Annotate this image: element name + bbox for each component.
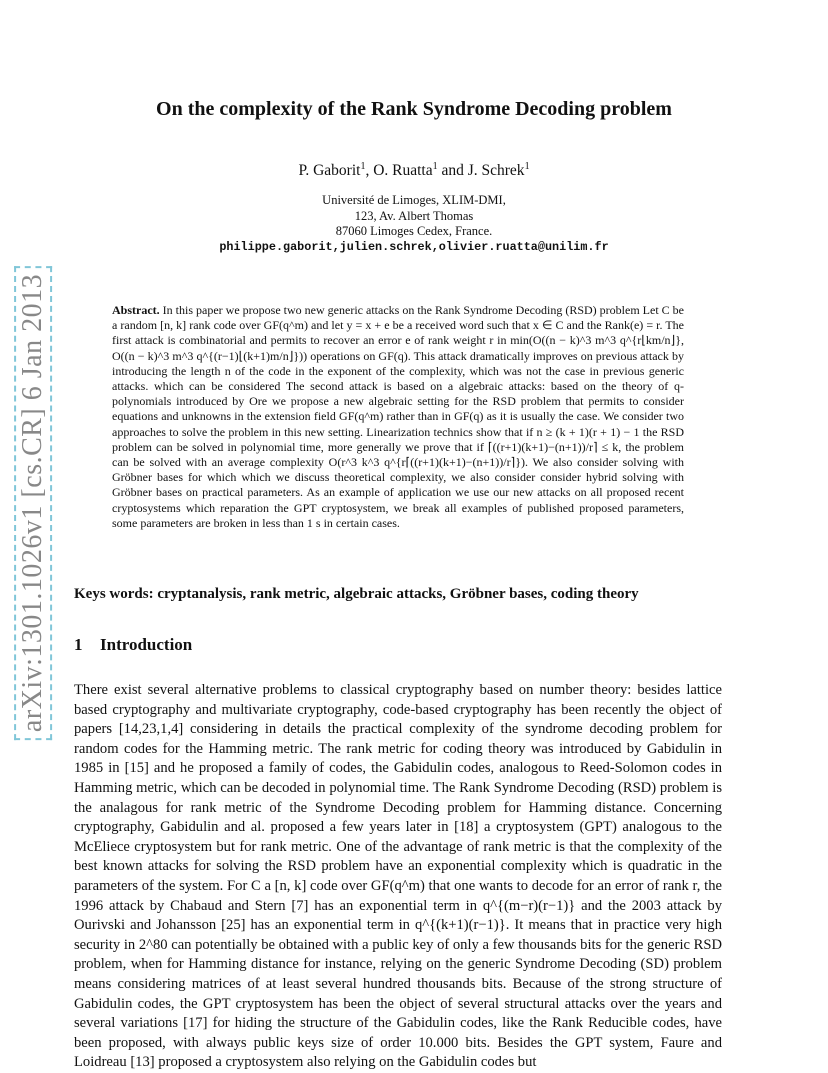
author (373, 162, 468, 179)
author-separator: , (365, 162, 374, 180)
affiliation-line: 123, Av. Albert Thomas (354, 208, 474, 223)
affiliation-mark: 1 (524, 161, 530, 172)
arxiv-stamp (18, 268, 48, 738)
section-title: Introduction (100, 635, 193, 654)
affiliation-line: 87060 Limoges Cedex, France. (335, 224, 493, 239)
author-name: J. Schrek (467, 162, 525, 180)
body-text (74, 681, 722, 1073)
abstract-text: In this paper we propose two new generic attacks on the Rank Syndrome Decoding (RSD) problem Let C be a random [n, k] rank code over GF(q^m) and let y = x + e be a received word such that x ∈ C and the Rank(e) = r. The first attack is combinatorial and permits to recover an error e of rank weight r in min(O((n − k)^3 m^3 q^{r⌊km/n⌋}, O((n − k)^3 m^3 q^{(r−1)⌊(k+1)m/n⌋})) operations on GF(q). This attack dramatically improves on previous attack by introducing the length n of the code in the exponent of the complexity, which was not the case in previous generic attacks. which can be considered The second attack is based on a algebraic attacks: based on the theory of q-polynomials introduced by Ore we propose a new algebraic setting for the RSD problem that permits to consider equations and unknowns in the extension field GF(q^m) rather than in GF(q) as it is usually the case. We consider two approaches to solve the problem in this new setting. Linearization technics show that if n ≥ (k + 1)(r + 1) − 1 the RSD problem can be solved in polynomial time, more generally we prove that if ⌈((r+1)(k+1)−(n+1))/r⌉ ≤ k, the problem can be solved with an average complexity O(r^3 k^3 q^{r⌈((r+1)(k+1)−(n+1))/r⌉}). We also consider solving with Gröbner bases for which which we discuss theoretical complexity, we also consider consider hybrid solving with Gröbner bases on practical parameters. As an example of application we use our new attacks on all proposed recent cryptosystems which reparation the GPT cryptosystem, we break all examples of published proposed parameters, some parameters are broken in less than 1 s in certain cases. (112, 303, 685, 530)
paper-title: On the complexity of the Rank Syndrome Decoding problem (156, 98, 672, 120)
affiliation-mark: 1 (360, 161, 366, 172)
affiliation-mark: 1 (432, 161, 438, 172)
arxiv-id: arXiv:1301.1026v1 [cs.CR] 6 Jan 2013 (14, 266, 52, 740)
abstract-label: Abstract. (112, 303, 160, 317)
body-paragraph: There exist several alternative problems to classical cryptography based on number theory: besides lattice based cryptography and multivariate cryptography, code-based cryptography has been recently the object of papers [14,23,1,4] considering in details the practical complexity of the syndrome decoding problem for random codes for the Hamming metric. The rank metric for coding theory was introduced by Gabidulin in 1985 in [15] and he proposed a family of codes, the Gabidulin codes, analogous to Reed-Solomon codes in Hamming metric, which can be decoded in polynomial time. The Rank Syndrome Decoding (RSD) problem is the analagous for rank metric of the Syndrome Decoding problem for Hamming distance. Concerning cryptography, Gabidulin and al. proposed a few years later in [18] a cryptosystem (GPT) analogous to the McEliece cryptosystem but for rank metric. One of the advantage of rank metric is that the complexity of the best known attacks for solving the RSD problem have an exponential complexity which is quadratic in the parameters of the system. For C a [n, k] code over GF(q^m) that one wants to decode for an error of rank r, the 1996 attack by Chabaud and Stern [7] has an exponential term in q^{(m−r)(r−1)} and the 2003 attack by Ourivski and Johansson [25] has an exponential term in q^{(k+1)(r−1)}. It means that in practice very high security in 2^80 can potentially be obtained with a public key of only a few thousands bits for the generic RSD problem, when for Hamming distance for instance, relying on the generic Syndrome Decoding (SD) problem means considering matrices of at least several hundred thousands bits. Because of the strong structure of Gabidulin codes, the GPT cryptosystem has been the object of several structural attacks over the years and several variations [17] for hiding the structure of the Gabidulin codes, like the Rank Reducible codes, have been proposed, with always public keys size of order 10.000 bits. Besides the GPT system, Faure and Loidreau [13] proposed a cryptosystem also relying on the Gabidulin codes but (74, 682, 723, 1071)
affiliation-line: Université de Limoges, XLIM-DMI, (322, 193, 506, 207)
section-heading (74, 635, 754, 655)
keywords: Keys words: cryptanalysis, rank metric, algebraic attacks, Gröbner bases, coding theory (74, 586, 639, 602)
author-name: O. Ruatta (373, 162, 433, 180)
author-list (60, 161, 768, 180)
section-number: 1 (74, 635, 83, 654)
author-name: P. Gaborit (298, 162, 361, 180)
author (468, 162, 530, 179)
affiliation (60, 193, 768, 256)
abstract (112, 303, 684, 531)
author-separator: and (437, 162, 468, 180)
author (298, 162, 373, 179)
author-emails: philippe.gaborit,julien.schrek,olivier.ruatta@unilim.fr (219, 240, 609, 255)
